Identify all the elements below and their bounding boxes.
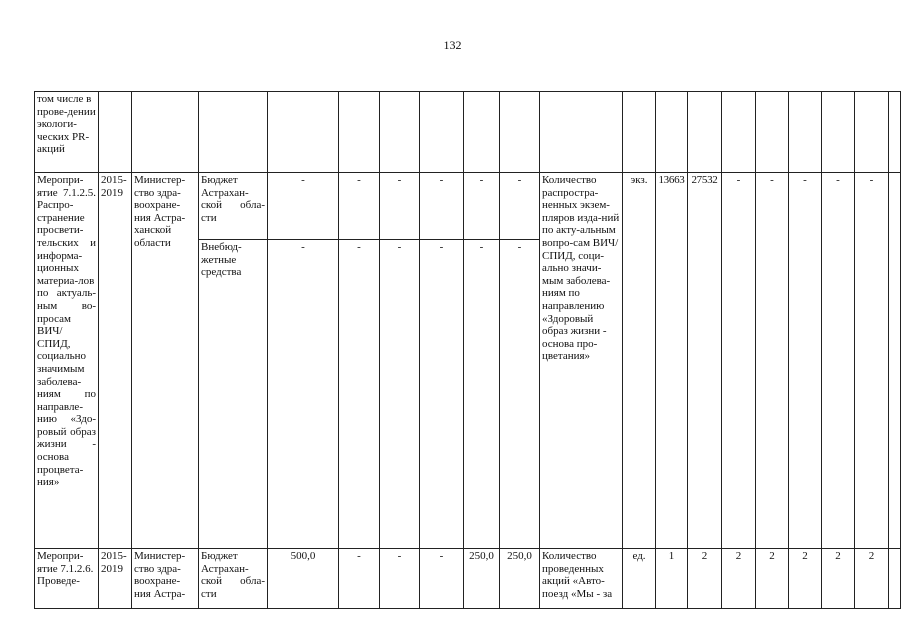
value-cell: - — [500, 173, 540, 240]
target-cell: - — [855, 173, 889, 549]
target-cell: 2 — [756, 549, 789, 609]
target-cell: 2 — [688, 549, 722, 609]
value-cell: - — [464, 240, 500, 549]
unit-cell: ед. — [623, 549, 656, 609]
table-row-7125-budget — [35, 173, 901, 240]
activity-name-cell: том числе в прове-дении экологи-ческих PR-акций — [35, 92, 99, 173]
period-cell: 2015-2019 — [99, 173, 132, 549]
value-cell: - — [380, 240, 420, 549]
table-row-continuation — [35, 92, 901, 173]
target-cell: - — [822, 173, 855, 549]
value-cell: - — [268, 173, 339, 240]
value-cell: - — [464, 173, 500, 240]
value-cell: - — [380, 549, 420, 609]
value-cell: - — [268, 240, 339, 549]
target-cell: 1 — [656, 549, 688, 609]
indicator-cell: Количество распростра-ненных экзем-пляров изда-ний по акту-альным вопро-сам ВИЧ/ СПИД, соци-ально значи-мым заболева-ниям по направлению «Здоровый образ жизни - основа про-цветания» — [540, 173, 623, 549]
target-cell: 13663 — [656, 173, 688, 549]
target-cell: - — [722, 173, 756, 549]
program-table — [34, 91, 901, 609]
funding-source-cell: Внебюд-жетные средства — [199, 240, 268, 549]
value-cell: 250,0 — [464, 549, 500, 609]
executor-cell: Министер-ство здра-воохране-ния Астра-ханской области — [132, 173, 199, 549]
unit-cell: экз. — [623, 173, 656, 549]
page-number: 132 — [443, 38, 462, 52]
funding-source-cell: Бюджет Астрахан-ской обла-сти — [199, 549, 268, 609]
activity-name-cell: Меропри-ятие 7.1.2.6. Проведе- — [35, 549, 99, 609]
value-cell: - — [420, 240, 464, 549]
target-cell: 2 — [822, 549, 855, 609]
value-cell: - — [339, 240, 380, 549]
activity-name-cell: Меропри-ятие 7.1.2.5. Распро-странение просвети-тельских и информа-ционных материа-лов по актуаль-ным во-просам ВИЧ/ СПИД, социально значимым заболева-ниям по направле-нию «Здо-ровый образ жизни - основа процвета-ния» — [35, 173, 99, 549]
value-cell: - — [420, 549, 464, 609]
target-cell: - — [756, 173, 789, 549]
value-cell: - — [380, 173, 420, 240]
value-cell: - — [339, 173, 380, 240]
target-cell: 27532 — [688, 173, 722, 549]
executor-cell: Министер-ство здра-воохране-ния Астра- — [132, 549, 199, 609]
value-cell: - — [420, 173, 464, 240]
value-cell: - — [500, 240, 540, 549]
target-cell: - — [789, 173, 822, 549]
target-cell: 2 — [855, 549, 889, 609]
target-cell: 2 — [722, 549, 756, 609]
value-cell: 500,0 — [268, 549, 339, 609]
table-row-7126-budget — [35, 549, 901, 609]
funding-source-cell: Бюджет Астрахан-ской обла-сти — [199, 173, 268, 240]
period-cell: 2015-2019 — [99, 549, 132, 609]
target-cell: 2 — [789, 549, 822, 609]
indicator-cell: Количество проведенных акций «Авто-поезд «Мы - за — [540, 549, 623, 609]
value-cell: - — [339, 549, 380, 609]
value-cell: 250,0 — [500, 549, 540, 609]
